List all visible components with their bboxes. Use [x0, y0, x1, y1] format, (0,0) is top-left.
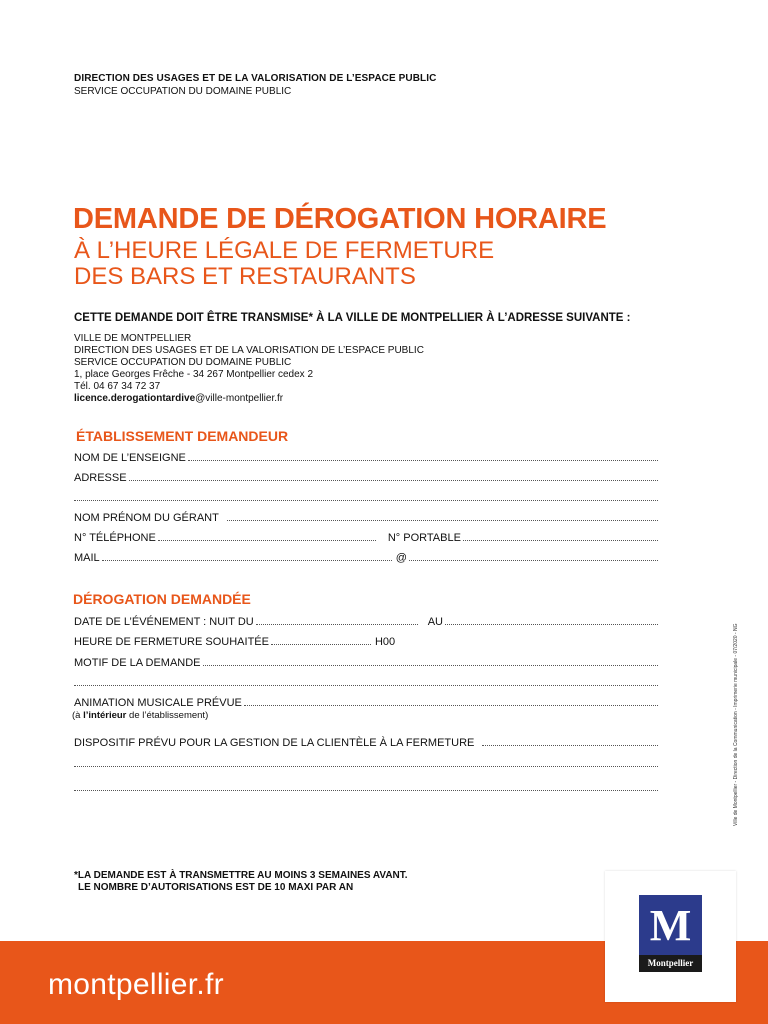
field-date-row[interactable] [74, 614, 658, 628]
field-motif-cont[interactable] [74, 675, 658, 689]
logo-emblem [639, 895, 702, 972]
field-portable-label: N° PORTABLE [387, 532, 461, 544]
field-date-line[interactable] [256, 621, 418, 625]
field-h00-label: H00 [374, 636, 396, 648]
logo-letter: M [649, 901, 692, 950]
field-gerant[interactable] [74, 510, 658, 524]
animation-note-c: de l’établissement) [126, 710, 209, 721]
field-adresse-cont[interactable] [74, 490, 658, 504]
field-au-label: AU [427, 616, 443, 628]
header-service: SERVICE OCCUPATION DU DOMAINE PUBLIC [74, 86, 292, 97]
address-line4: 1, place Georges Frêche - 34 267 Montpellier cedex 2 [74, 369, 314, 380]
field-heure-label: HEURE DE FERMETURE SOUHAITÉE [74, 636, 269, 648]
animation-note-a: (à [72, 710, 84, 721]
address-line2: DIRECTION DES USAGES ET DE LA VALORISATION DE L’ESPACE PUBLIC [74, 345, 424, 356]
field-gerant-label: NOM PRÉNOM DU GÉRANT [74, 512, 219, 524]
field-dispositif-cont2-line[interactable] [74, 787, 658, 791]
field-adresse-cont-line[interactable] [74, 497, 658, 501]
field-mail-domain-line[interactable] [409, 557, 658, 561]
note-quota: LE NOMBRE D’AUTORISATIONS EST DE 10 MAXI PAR AN [78, 882, 354, 893]
field-mail-label: MAIL [74, 552, 100, 564]
field-dispositif-label: DISPOSITIF PRÉVU POUR LA GESTION DE LA CLIENTÈLE À LA FERMETURE [74, 737, 475, 749]
animation-note-b: l’intérieur [83, 710, 127, 721]
field-telephone-line[interactable] [158, 537, 376, 541]
field-motif-cont-line[interactable] [74, 682, 658, 686]
transmit-notice: CETTE DEMANDE DOIT ÊTRE TRANSMISE* À LA VILLE DE MONTPELLIER À L’ADRESSE SUIVANTE : [74, 312, 631, 324]
field-animation[interactable] [74, 695, 658, 709]
field-enseigne-line[interactable] [188, 457, 658, 461]
address-line1: VILLE DE MONTPELLIER [74, 333, 192, 344]
field-date-label: DATE DE L’ÉVÉNEMENT : NUIT DU [74, 616, 254, 628]
montpellier-logo [605, 871, 736, 1002]
field-animation-label: ANIMATION MUSICALE PRÉVUE [74, 697, 242, 709]
field-dispositif-cont1-line[interactable] [74, 763, 658, 767]
field-adresse[interactable] [74, 470, 658, 484]
section-derogation-title: DÉROGATION DEMANDÉE [73, 591, 251, 607]
field-gerant-line[interactable] [227, 517, 658, 521]
field-heure-row[interactable] [74, 634, 658, 648]
field-portable-line[interactable] [463, 537, 658, 541]
field-dispositif[interactable] [74, 735, 658, 749]
header-direction: DIRECTION DES USAGES ET DE LA VALORISATION DE L’ESPACE PUBLIC [74, 73, 437, 84]
field-heure-line[interactable] [271, 641, 371, 645]
field-enseigne-label: NOM DE L’ENSEIGNE [74, 452, 186, 464]
field-dispositif-line[interactable] [482, 742, 658, 746]
field-telephone-label: N° TÉLÉPHONE [74, 532, 156, 544]
print-credit-text: Ville de Montpellier - Direction de la Communication - Imprimerie municipale - 07/2020 - NG [733, 623, 739, 826]
animation-note [72, 710, 208, 721]
email-domain: @ville-montpellier.fr [195, 393, 284, 404]
field-dispositif-cont1[interactable] [74, 756, 658, 770]
field-adresse-line[interactable] [129, 477, 658, 481]
field-mail-row[interactable] [74, 550, 658, 564]
field-motif-line[interactable] [203, 662, 658, 666]
field-animation-line[interactable] [244, 702, 658, 706]
field-enseigne[interactable] [74, 450, 658, 464]
field-telephone-row[interactable] [74, 530, 658, 544]
field-at-label: @ [395, 552, 407, 564]
field-mail-line[interactable] [102, 557, 392, 561]
note-delay: *LA DEMANDE EST À TRANSMETTRE AU MOINS 3 SEMAINES AVANT. [74, 870, 408, 881]
field-motif[interactable] [74, 655, 658, 669]
page-subtitle-line1: À L’HEURE LÉGALE DE FERMETURE [74, 237, 495, 264]
address-line5: Tél. 04 67 34 72 37 [74, 381, 161, 392]
field-dispositif-cont2[interactable] [74, 780, 658, 794]
section-establishment-title: ÉTABLISSEMENT DEMANDEUR [76, 428, 289, 444]
field-motif-label: MOTIF DE LA DEMANDE [74, 657, 201, 669]
page-subtitle-line2: DES BARS ET RESTAURANTS [74, 263, 416, 290]
footer-url-link[interactable]: montpellier.fr [48, 968, 224, 1001]
address-email[interactable] [74, 393, 283, 405]
field-adresse-label: ADRESSE [74, 472, 127, 484]
email-local-part: licence.derogationtardive [74, 393, 196, 404]
page-title: DEMANDE DE DÉROGATION HORAIRE [73, 203, 607, 235]
field-au-line[interactable] [445, 621, 658, 625]
address-line3: SERVICE OCCUPATION DU DOMAINE PUBLIC [74, 357, 292, 368]
logo-name: Montpellier [647, 958, 694, 968]
